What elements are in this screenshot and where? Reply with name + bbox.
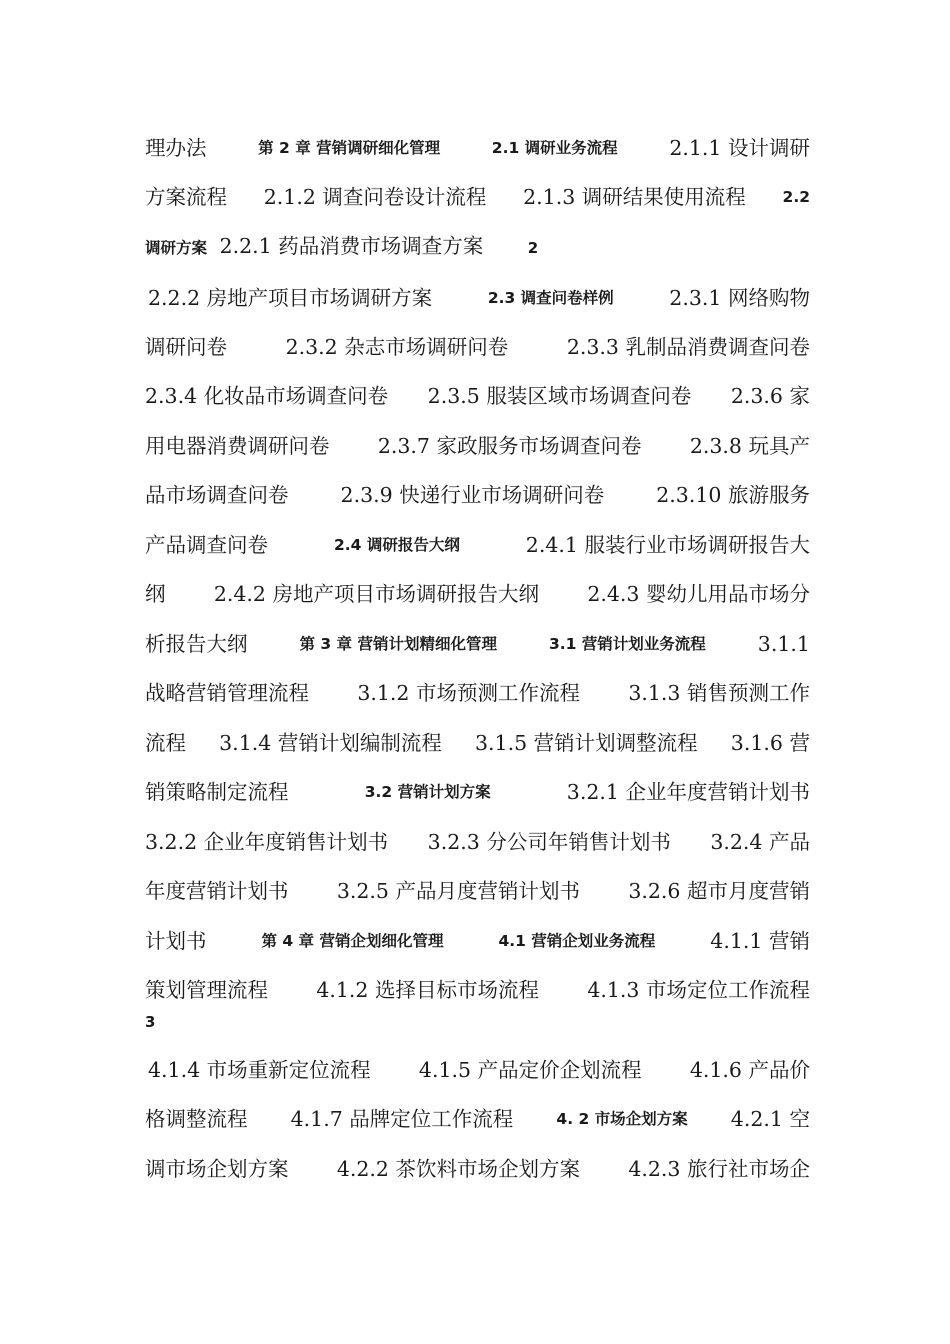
text-run: 2.2.2 房地产项目市场调研方案 — [148, 286, 433, 310]
text-run: 2.3.8 玩具产 — [689, 434, 810, 458]
text-run: 2.4.3 婴幼儿用品市场分 — [587, 582, 810, 606]
text-run: 4.2.2 茶饮料市场企划方案 — [336, 1157, 580, 1181]
text-run: 4.1.1 营销 — [710, 929, 810, 953]
text-run: 2.1.3 调研结果使用流程 — [523, 185, 746, 209]
text-run: 方案流程 — [145, 185, 227, 209]
text-run: 3.1.6 营 — [730, 731, 810, 755]
text-run: 2.2.1 药品消费市场调查方案 — [219, 234, 484, 258]
text-run: 4.1.2 选择目标市场流程 — [316, 978, 539, 1002]
text-line-5 — [145, 327, 810, 367]
text-run: 2.3.5 服装区域市场调查问卷 — [427, 384, 692, 408]
section-heading: 2.3 调查问卷样例 — [487, 289, 614, 307]
text-line-6 — [145, 376, 810, 416]
text-run: 4.2.1 空 — [730, 1107, 810, 1131]
text-line-9 — [145, 525, 810, 565]
text-line-1 — [145, 128, 810, 168]
text-run: 4.1.6 产品价 — [689, 1058, 810, 1082]
text-line-4 — [148, 278, 810, 318]
text-run: 2.3.4 化妆品市场调查问卷 — [145, 384, 389, 408]
chapter-heading: 第 3 章 营销计划精细化管理 — [299, 635, 497, 653]
text-line-13 — [145, 723, 810, 763]
text-run: 年度营销计划书 — [145, 879, 289, 903]
text-line-12 — [145, 673, 810, 713]
text-line-11 — [145, 624, 810, 664]
section-heading: 2.1 调研业务流程 — [491, 139, 618, 157]
section-heading: 3.2 营销计划方案 — [364, 783, 491, 801]
text-run: 3.2.2 企业年度销售计划书 — [145, 830, 389, 854]
section-heading: 4. 2 市场企划方案 — [556, 1110, 688, 1128]
text-run: 3.1.2 市场预测工作流程 — [357, 681, 580, 705]
text-run: 2.3.9 快递行业市场调研问卷 — [340, 483, 605, 507]
text-line-16 — [145, 871, 810, 911]
section-heading: 4.1 营销企划业务流程 — [498, 932, 656, 950]
text-run: 调研问卷 — [145, 335, 227, 359]
text-line-7 — [145, 426, 810, 466]
text-run: 4.1.4 市场重新定位流程 — [148, 1058, 371, 1082]
text-run: 2.3.2 杂志市场调研问卷 — [285, 335, 509, 359]
text-run: 理办法 — [145, 136, 207, 160]
text-run: 2.4.1 服装行业市场调研报告大 — [525, 533, 810, 557]
text-line-8 — [145, 475, 810, 515]
text-run: 3.2.5 产品月度营销计划书 — [336, 879, 580, 903]
text-run: 4.1.5 产品定价企划流程 — [418, 1058, 642, 1082]
text-run: 4.1.7 品牌定位工作流程 — [290, 1107, 514, 1131]
text-run: 3.2.6 超市月度营销 — [628, 879, 810, 903]
text-line-10 — [145, 574, 810, 614]
text-run: 调市场企划方案 — [145, 1157, 289, 1181]
text-run: 2.3.1 网络购物 — [669, 286, 810, 310]
text-run: 销策略制定流程 — [145, 780, 289, 804]
text-run: 2.3.7 家政服务市场调查问卷 — [377, 434, 642, 458]
text-line-22 — [145, 1149, 810, 1189]
text-run: 3.1.4 营销计划编制流程 — [219, 731, 442, 755]
text-run: 3.2.4 产品 — [710, 830, 810, 854]
text-run: 2.3.6 家 — [730, 384, 810, 408]
text-line-15 — [145, 822, 810, 862]
text-run: 2.1.1 设计调研 — [669, 136, 810, 160]
text-line-19 — [145, 1008, 810, 1034]
text-run: 策划管理流程 — [145, 978, 268, 1002]
text-run: 用电器消费调研问卷 — [145, 434, 330, 458]
text-run: 3.1.5 营销计划调整流程 — [474, 731, 698, 755]
text-run: 2.1.2 调查问卷设计流程 — [263, 185, 487, 209]
text-run: 3.2.1 企业年度营销计划书 — [566, 780, 810, 804]
text-run: 产品调查问卷 — [145, 533, 268, 557]
text-run: 析报告大纲 — [145, 632, 248, 656]
text-run: 计划书 — [145, 929, 207, 953]
text-run: 品市场调查问卷 — [145, 483, 289, 507]
text-line-17 — [145, 921, 810, 961]
text-line-18 — [145, 970, 810, 1010]
chapter-heading: 第 2 章 营销调研细化管理 — [258, 139, 441, 157]
section-heading: 2.4 调研报告大纲 — [333, 536, 460, 554]
section-heading: 3.1 营销计划业务流程 — [548, 635, 706, 653]
text-run: 2.3.10 旅游服务 — [656, 483, 810, 507]
chapter-heading: 第 4 章 营销企划细化管理 — [261, 932, 444, 950]
page-number: 2 — [527, 239, 539, 257]
text-run: 3.1.1 — [757, 632, 810, 656]
text-line-20 — [148, 1050, 810, 1090]
text-run: 2.3.3 乳制品消费调查问卷 — [566, 335, 810, 359]
text-run: 4.2.3 旅行社市场企 — [628, 1157, 810, 1181]
text-run: 纲 — [145, 582, 166, 606]
section-heading: 2.2 — [782, 188, 810, 206]
text-run: 3.1.3 销售预测工作 — [628, 681, 810, 705]
text-line-21 — [145, 1099, 810, 1139]
text-run: 格调整流程 — [145, 1107, 248, 1131]
text-run: 3.2.3 分公司年销售计划书 — [427, 830, 671, 854]
text-run: 流程 — [145, 731, 186, 755]
text-run: 4.1.3 市场定位工作流程 — [587, 978, 810, 1002]
page-number: 3 — [145, 1013, 156, 1031]
text-line-2 — [145, 177, 810, 217]
text-line-3 — [145, 226, 810, 268]
text-run: 战略营销管理流程 — [145, 681, 309, 705]
text-line-14 — [145, 772, 810, 812]
text-run: 2.4.2 房地产项目市场调研报告大纲 — [213, 582, 539, 606]
section-heading: 调研方案 — [145, 239, 208, 257]
